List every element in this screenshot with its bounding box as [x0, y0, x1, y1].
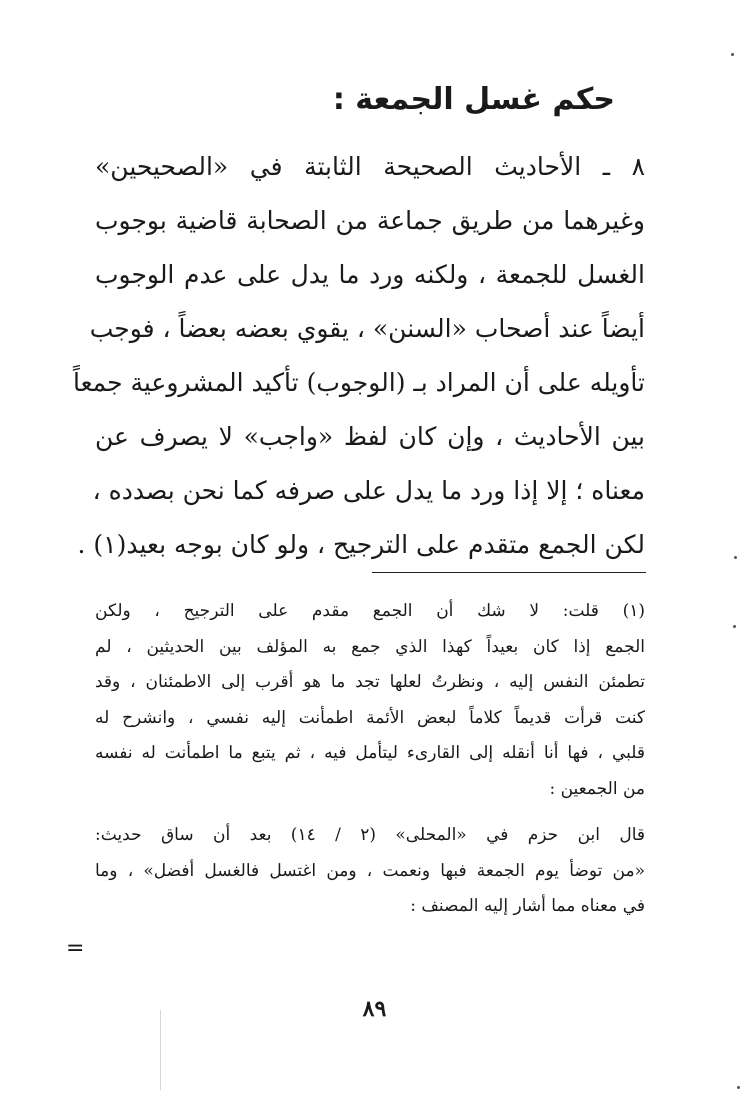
body-line: تأويله على أن المراد بـ (الوجوب) تأكيد المشروعية جمعاً — [72, 368, 645, 397]
body-line: لكن الجمع متقدم على الترجيح ، ولو كان بوجه بعيد(١) . — [77, 530, 645, 559]
scan-speck — [733, 625, 736, 628]
main-text — [72, 140, 645, 572]
footnotes — [95, 594, 645, 925]
section-heading: حكم غسل الجمعة : — [332, 82, 615, 117]
footnote-line: «من توضأ يوم الجمعة فبها ونعمت ، ومن اغتسل فالغسل أفضل» ، وما — [95, 860, 645, 881]
footnote-line: تطمئن النفس إليه ، ونظرتُ لعلها تجد ما هو أقرب إلى الاطمئنان ، وقد — [95, 672, 645, 692]
scan-speck — [734, 556, 737, 559]
body-line: الغسل للجمعة ، ولكنه ورد ما يدل على عدم الوجوب — [95, 260, 645, 289]
scan-edge — [160, 1010, 161, 1090]
scan-speck — [731, 53, 734, 56]
scan-speck — [737, 1086, 740, 1089]
body-line: وغيرهما من طريق جماعة من الصحابة قاضية بوجوب — [95, 206, 645, 235]
body-line: ٨ ـ الأحاديث الصحيحة الثابتة في «الصحيحين» — [95, 152, 645, 181]
footnote-line: كنت قرأت قديماً كلاماً لبعض الأئمة اطمأنت إليه نفسي ، وانشرح له — [95, 707, 645, 728]
footnote-line: الجمع إذا كان بعيداً كهذا الذي جمع به المؤلف بين الحديثين ، لم — [95, 636, 645, 657]
page-number: ٨٩ — [362, 996, 387, 1022]
body-line: بين الأحاديث ، وإن كان لفظ «واجب» لا يصرف عن — [95, 422, 645, 451]
footnote-line: قال ابن حزم في «المحلى» (٢ / ١٤) بعد أن ساق حديث: — [95, 825, 646, 845]
footnote-separator — [372, 572, 646, 573]
footnote-line: من الجمعين : — [549, 778, 645, 799]
body-line: معناه ؛ إلا إذا ورد ما يدل على صرفه كما نحن بصدده ، — [92, 476, 645, 505]
continuation-mark: = — [66, 936, 85, 961]
footnote-line: قلبي ، فها أنا أنقله إلى القارىء ليتأمل فيه ، ثم يتبع ما اطمأنت له نفسه — [95, 743, 645, 763]
footnote-line: (١) قلت: لا شك أن الجمع مقدم على الترجيح ، ولكن — [95, 601, 645, 621]
footnote-line: في معناه مما أشار إليه المصنف : — [410, 896, 645, 916]
body-line: أيضاً عند أصحاب «السنن» ، يقوي بعضه بعضاً ، فوجب — [89, 314, 645, 343]
footnote-gap — [95, 807, 645, 818]
